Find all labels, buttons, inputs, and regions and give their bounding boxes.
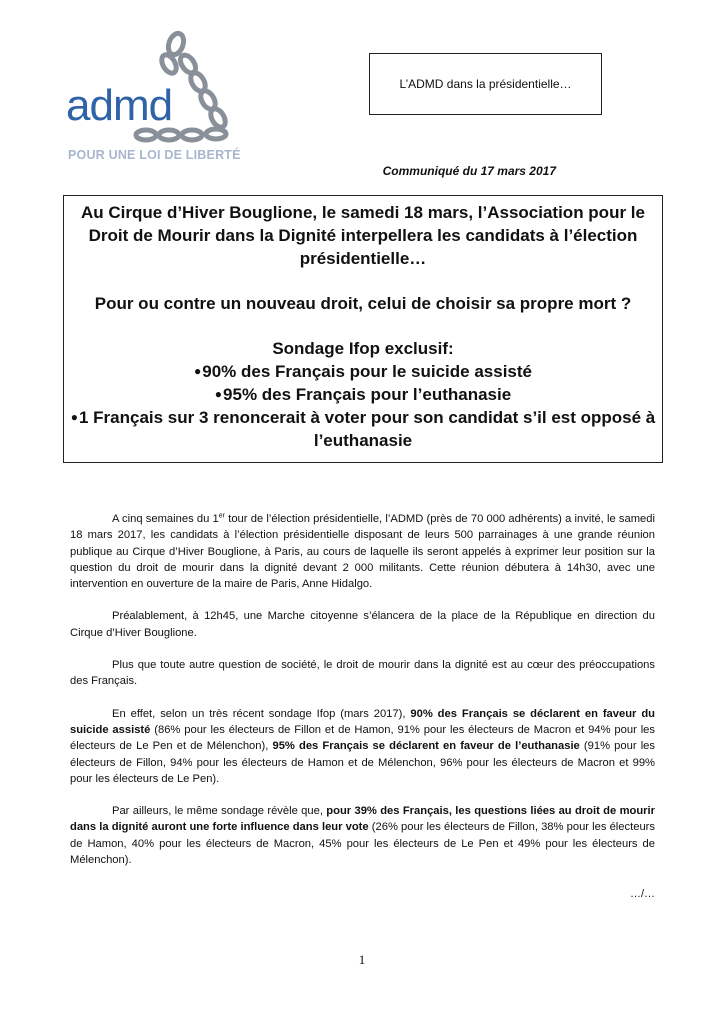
poll-title: Sondage Ifop exclusif:: [272, 339, 454, 358]
paragraph: A cinq semaines du 1er tour de l’élection présidentielle, l’ADMD (près de 70 000 adhérents) a invité, le samedi 18 mars 2017, les candidats à l’élection présidentielle disposant de leurs 500 parrainages à une grande réunion publique au Cirque d’Hiver Bouglione, à Paris, au cours de laquelle ils seront appelés à exprimer leur position sur la question du droit de mourir dans la dignité devant 2 000 militants. Cette réunion débutera à 14h30, avec une intervention en ouverture de la maire de Paris, Anne Hidalgo.: [70, 512, 655, 591]
poll-bullet: ● 1 Français sur 3 renoncerait à voter pour son candidat s’il est opposé à: [64, 406, 662, 429]
paragraph: Plus que toute autre question de société, le droit de mourir dans la dignité est au cœur des préoccupations des Français.: [70, 659, 655, 688]
admd-wordmark: admd: [66, 81, 173, 130]
chain-triangle-icon: [66, 30, 276, 145]
poll-bullet: ● 95% des Français pour l’euthanasie: [64, 383, 662, 406]
header-box-text: L’ADMD dans la présidentielle…: [399, 77, 572, 91]
headline-box: [63, 195, 663, 463]
logo-tagline: POUR UNE LOI DE LIBERTÉ: [68, 148, 241, 162]
continued-mark: …/…: [629, 888, 655, 900]
paragraph: En effet, selon un très récent sondage Ifop (mars 2017), 90% des Français se déclarent en faveur du suicide assisté (86% pour les électeurs de Fillon et de Hamon, 91% pour les électeurs de Macron et 94% pour les électeurs de Le Pen et de Mélenchon), 95% des Français se déclarent en faveur de l’euthanasie (91% pour les électeurs de Fillon, 94% pour les électeurs de Hamon et de Mélenchon, 96% pour les électeurs de Macron et 99% pour les électeurs de Le Pen).: [70, 707, 655, 785]
press-release-body: [70, 511, 655, 884]
poll-bullet-continued: l’euthanasie: [313, 431, 413, 450]
communique-date: Communiqué du 17 mars 2017: [382, 164, 556, 178]
headline-line: Droit de Mourir dans la Dignité interpellera les candidats à l’élection: [88, 226, 638, 245]
page-number: 1: [358, 952, 366, 967]
paragraph: Préalablement, à 12h45, une Marche citoyenne s’élancera de la place de la République en direction du Cirque d’Hiver Bouglione.: [70, 610, 655, 639]
admd-logo: [66, 30, 276, 170]
header-box: [369, 53, 602, 115]
paragraph: Par ailleurs, le même sondage révèle que, pour 39% des Français, les questions liées au droit de mourir dans la dignité auront une forte influence dans leur vote (26% pour les électeurs de Fillon, 38% pour les électeurs de Hamon, 40% pour les électeurs de Macron, 45% pour les électeurs de Le Pen et 49% pour les électeurs de Mélenchon).: [70, 805, 655, 867]
headline-question: Pour ou contre un nouveau droit, celui de choisir sa propre mort ?: [94, 294, 632, 313]
poll-bullet: ● 90% des Français pour le suicide assisté: [64, 360, 662, 383]
headline-line: présidentielle…: [299, 249, 427, 268]
headline-line: Au Cirque d’Hiver Bouglione, le samedi 18 mars, l’Association pour le: [81, 203, 645, 222]
